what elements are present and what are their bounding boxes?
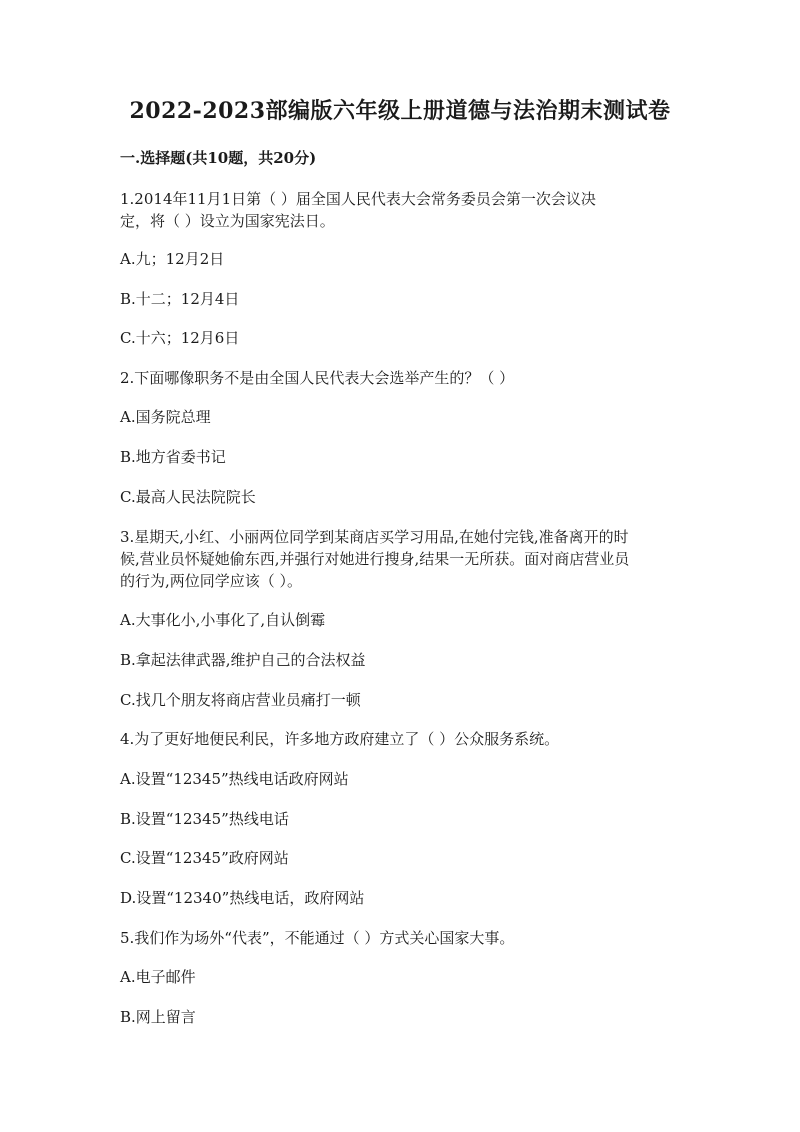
- question-5-option-a: A.电子邮件: [120, 968, 196, 986]
- question-1-option-b: B.十二；12月4日: [120, 290, 240, 308]
- question-4-option-c: C.设置“12345”政府网站: [120, 849, 289, 867]
- question-2-line-1: 2.下面哪像职务不是由全国人民代表大会选举产生的？（ ）: [120, 369, 515, 387]
- question-4-option-a: A.设置“12345”热线电话政府网站: [120, 770, 349, 788]
- question-2-option-b: B.地方省委书记: [120, 448, 226, 466]
- question-3-option-c: C.找几个朋友将商店营业员痛打一顿: [120, 691, 361, 709]
- question-2-option-c: C.最高人民法院院长: [120, 488, 256, 506]
- question-3-option-b: B.拿起法律武器,维护自己的合法权益: [120, 651, 366, 669]
- question-4-line-1: 4.为了更好地便民利民，许多地方政府建立了（ ）公众服务系统。: [120, 730, 560, 748]
- question-1-line-2: 定，将（ ）设立为国家宪法日。: [120, 212, 335, 230]
- question-1-option-c: C.十六；12月6日: [120, 329, 240, 347]
- section-heading: 一.选择题(共10题，共20分): [120, 149, 317, 167]
- question-5-option-b: B.网上留言: [120, 1008, 196, 1026]
- page-title: 2022-2023部编版六年级上册道德与法治期末测试卷: [129, 98, 671, 124]
- question-3-line-3: 的行为,两位同学应该（ ）。: [120, 572, 303, 590]
- question-2-option-a: A.国务院总理: [120, 408, 211, 426]
- question-4-option-b: B.设置“12345”热线电话: [120, 810, 289, 828]
- question-5-line-1: 5.我们作为场外“代表”，不能通过（ ）方式关心国家大事。: [120, 929, 515, 947]
- question-1-line-1: 1.2014年11月1日第（ ）届全国人民代表大会常务委员会第一次会议决: [120, 190, 596, 208]
- question-4-option-d: D.设置“12340”热线电话，政府网站: [120, 889, 365, 907]
- question-3-option-a: A.大事化小,小事化了,自认倒霉: [120, 611, 326, 629]
- question-3-line-1: 3.星期天,小红、小丽两位同学到某商店买学习用品,在她付完钱,准备离开的时: [120, 528, 629, 546]
- question-1-option-a: A.九；12月2日: [120, 250, 225, 268]
- question-3-line-2: 候,营业员怀疑她偷东西,并强行对她进行搜身,结果一无所获。面对商店营业员: [120, 550, 630, 568]
